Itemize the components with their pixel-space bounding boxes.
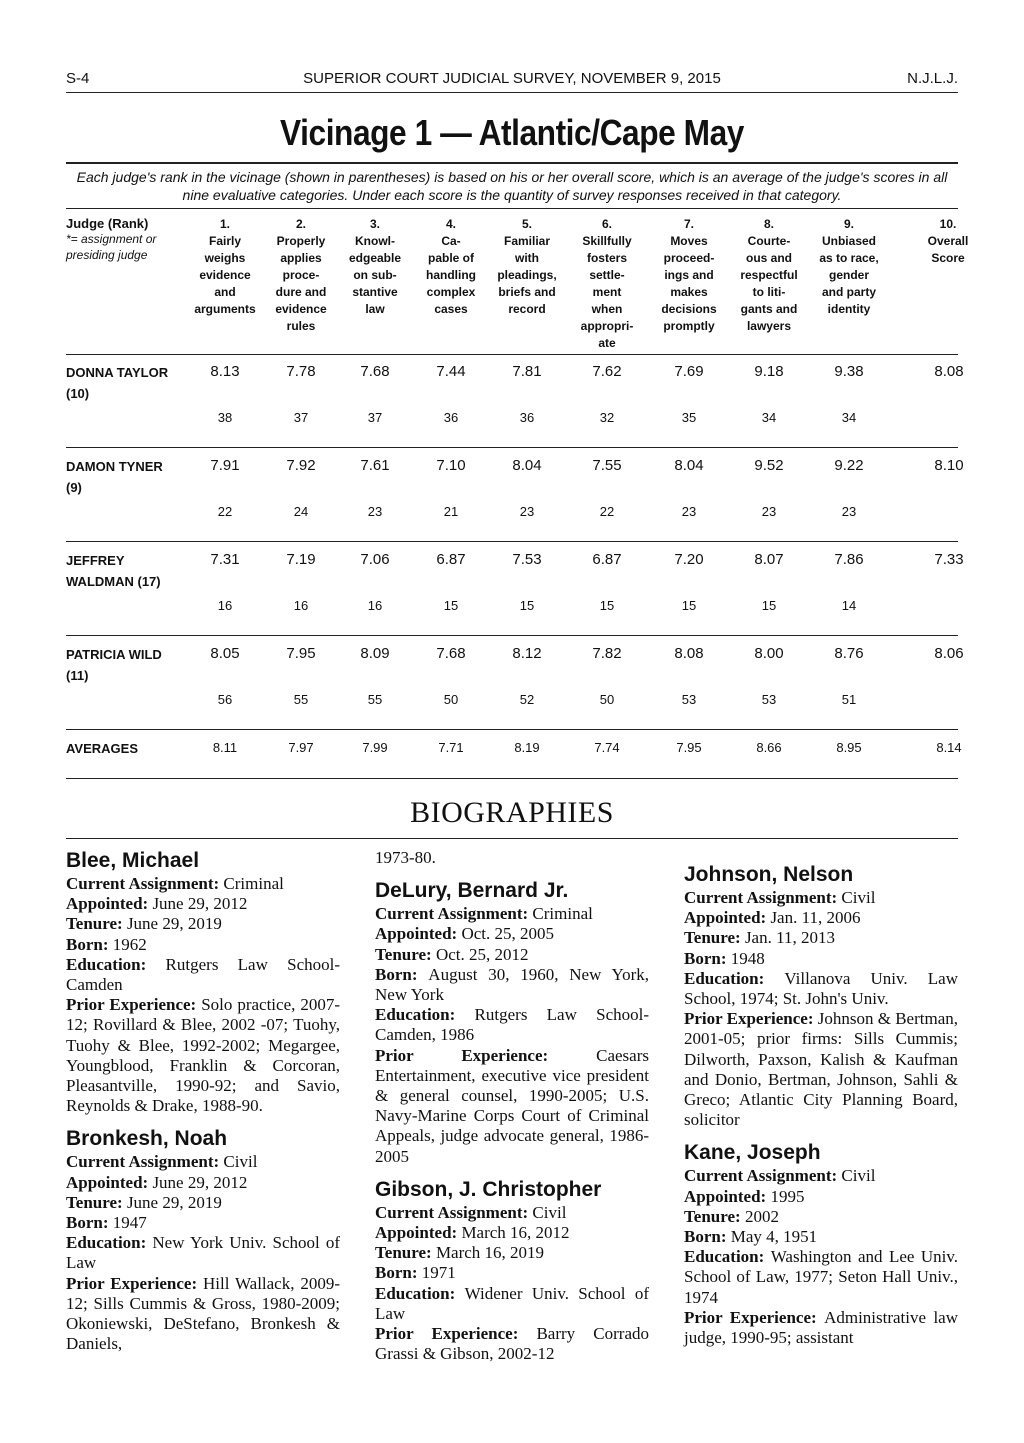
bio-born (375, 1263, 649, 1283)
score-cell: 7.81 (512, 363, 542, 380)
row-rule (66, 635, 958, 636)
bio-prior-experience (66, 995, 340, 1116)
average-cell: 8.11 (212, 740, 238, 755)
count-cell: 22 (217, 504, 233, 519)
score-cell: 7.33 (934, 551, 964, 568)
bio-assignment-value: Criminal (223, 874, 284, 893)
bio-assignment-value: Criminal (532, 904, 593, 924)
count-cell: 16 (367, 598, 383, 613)
bio-tenure (684, 928, 958, 948)
judge-name: JEFFREY WALDMAN (17) (66, 553, 161, 589)
score-cell: 7.44 (436, 363, 466, 380)
bio-tenure-label: Tenure: (375, 944, 436, 964)
score-cell: 9.52 (754, 457, 784, 474)
bio-prior-experience-label: Prior Experience: (684, 1307, 825, 1327)
score-cell: 7.19 (286, 551, 316, 568)
column-header-5 (488, 216, 566, 318)
bio-tenure-value: March 16, 2019 (435, 1243, 545, 1263)
bio-born (66, 1213, 340, 1233)
column-number: 2. (295, 217, 306, 231)
count-cell: 36 (443, 410, 459, 425)
average-cell: 8.19 (514, 740, 540, 755)
average-cell: 8.95 (836, 740, 862, 755)
intro-divider (66, 208, 958, 209)
bio-tenure-value: Oct. 25, 2012 (435, 944, 529, 964)
bio-education (684, 969, 958, 1009)
column-number: 5. (521, 217, 532, 231)
count-cell: 56 (217, 692, 233, 707)
bio-appointed-label: Appointed: (66, 1172, 153, 1192)
judge-name: PATRICIA WILD (11) (66, 647, 162, 683)
score-cell: 7.86 (834, 551, 864, 568)
score-cell: 7.55 (592, 457, 622, 474)
title-divider (66, 162, 958, 164)
bio-born-value: 1962 (112, 934, 147, 954)
bio-prior-experience (684, 1009, 958, 1130)
column-header-2 (262, 216, 340, 335)
count-cell: 53 (681, 692, 697, 707)
column-label: Moves proceed- ings and makes decisions promptly (661, 234, 717, 333)
score-cell: 8.04 (512, 457, 542, 474)
average-cell: 7.71 (438, 740, 464, 755)
bio-assignment-label: Current Assignment: (684, 1166, 842, 1186)
score-cell: 6.87 (436, 551, 466, 568)
count-cell: 36 (519, 410, 535, 425)
column-number: 6. (601, 217, 612, 231)
count-cell: 37 (293, 410, 309, 425)
bio-name: Blee, Michael (66, 849, 200, 872)
bio-born (684, 949, 958, 969)
score-cell: 8.12 (512, 645, 542, 662)
count-cell: 23 (519, 504, 535, 519)
score-cell: 7.06 (360, 551, 390, 568)
score-cell: 8.08 (674, 645, 704, 662)
count-cell: 34 (841, 410, 857, 425)
bio-education-value: Villanova Univ. Law School, 1974; St. John's Univ. (684, 968, 958, 1009)
bio-education-value: Washington and Lee Univ. School of Law, 1977; Seton Hall Univ., 1974 (684, 1247, 958, 1307)
bio-education-value: Rutgers Law School-Camden, 1986 (375, 1005, 650, 1045)
bio-education-label: Education: (684, 1247, 771, 1267)
count-cell: 15 (681, 598, 697, 613)
bio-education-label: Education: (684, 968, 785, 988)
bio-appointed-label: Appointed: (375, 1223, 462, 1243)
column-number: 4. (445, 217, 456, 231)
bio-name: Bronkesh, Noah (66, 1127, 228, 1151)
score-cell: 7.69 (674, 363, 704, 380)
bio-appointed-label: Appointed: (66, 894, 153, 914)
bio-tenure-label: Tenure: (66, 1192, 127, 1212)
bio-born-value: August 30, 1960, New York, New York (375, 964, 650, 1005)
score-cell: 8.76 (834, 645, 864, 662)
score-cell: 7.53 (512, 551, 542, 568)
bio-prior-experience-value: Caesars Entertainment, executive vice president & general counsel, 1990-2005; U.S. Navy-Marine Corps Court of Criminal Appeals, judge advocate general, 1986-2005 (375, 1045, 649, 1166)
score-cell: 7.61 (360, 457, 390, 474)
bio-education (375, 1284, 649, 1324)
journal-name: N.J.L.J. (907, 70, 958, 87)
count-cell: 15 (519, 598, 535, 613)
column-header-7 (650, 216, 728, 335)
column-label: Courte- ous and respectful to liti- gants and lawyers (740, 234, 798, 333)
bio-education-value: Rutgers Law School-Camden (66, 954, 341, 995)
judge-header-note: *= assignment or presiding judge (66, 232, 157, 262)
count-cell: 50 (443, 692, 459, 707)
bio-prior-experience (66, 1274, 340, 1355)
count-cell: 38 (217, 410, 233, 425)
bio-education (66, 1233, 340, 1273)
average-cell: 7.97 (288, 740, 314, 755)
score-cell: 8.09 (360, 645, 390, 662)
bio-appointed-value: 1995 (770, 1186, 805, 1206)
running-header (66, 70, 958, 93)
bio-born (684, 1227, 958, 1247)
column-label: Unbiased as to race, gender and party identity (819, 234, 879, 316)
column-number: 10. (939, 217, 957, 231)
column-label: Familiar with pleadings, briefs and record (497, 234, 557, 316)
score-cell: 8.08 (934, 363, 964, 380)
bio-continuation: 1973-80. (375, 848, 436, 867)
bio-assignment-value: Civil (841, 888, 876, 907)
bio-tenure-label: Tenure: (684, 1206, 745, 1226)
bio-appointed-label: Appointed: (375, 924, 462, 944)
score-cell: 8.10 (934, 457, 964, 474)
bio-born-value: May 4, 1951 (730, 1227, 818, 1247)
bio-column-3 (684, 862, 958, 1348)
column-header-1 (186, 216, 264, 318)
column-header-3 (336, 216, 414, 318)
column-label: Properly applies proce- dure and evidence rules (275, 234, 327, 333)
count-cell: 15 (443, 598, 459, 613)
bio-appointed (684, 908, 958, 928)
bio-born (375, 965, 649, 1005)
count-cell: 55 (293, 692, 309, 707)
bio-tenure-value: Jan. 11, 2013 (744, 928, 835, 948)
count-cell: 32 (599, 410, 615, 425)
bio-tenure-label: Tenure: (375, 1243, 436, 1263)
bio-born-label: Born: (375, 1263, 422, 1283)
bio-education (684, 1247, 958, 1308)
biographies-divider (66, 838, 958, 839)
publication-title: SUPERIOR COURT JUDICIAL SURVEY, NOVEMBER 9, 2015 (303, 70, 721, 87)
bio-assignment (684, 888, 958, 908)
count-cell: 23 (367, 504, 383, 519)
column-number: 8. (763, 217, 774, 231)
bio-assignment (66, 874, 340, 894)
bio-prior-experience (684, 1308, 958, 1348)
bio-appointed-value: June 29, 2012 (152, 1172, 248, 1192)
bio-prior-experience (375, 1046, 649, 1167)
bio-education-label: Education: (375, 1005, 475, 1025)
bio-prior-experience-value: Barry Corrado Grassi & Gibson, 2002-12 (375, 1324, 649, 1364)
count-cell: 55 (367, 692, 383, 707)
bio-prior-experience-value: Hill Wallack, 2009-12; Sills Cummis & Gross, 1980-2009; Okoniewski, DeStefano, Bronkesh & Daniels, (66, 1273, 340, 1354)
score-cell: 6.87 (592, 551, 622, 568)
score-cell: 7.82 (592, 645, 622, 662)
bio-born-value: 1947 (112, 1213, 147, 1233)
column-header-8 (730, 216, 808, 335)
bio-appointed (66, 1173, 340, 1193)
judge-name: DONNA TAYLOR (10) (66, 365, 169, 401)
header-rule (66, 354, 958, 355)
bio-appointed (66, 894, 340, 914)
column-number: 3. (369, 217, 380, 231)
bio-assignment-value: Civil (223, 1152, 258, 1172)
column-label: Knowl- edgeable on sub- stantive law (348, 234, 402, 316)
bio-tenure (66, 914, 340, 934)
count-cell: 14 (841, 598, 857, 613)
bio-appointed-value: Jan. 11, 2006 (770, 908, 861, 928)
score-cell: 9.18 (754, 363, 784, 380)
score-cell: 7.68 (436, 645, 466, 662)
bio-prior-experience-value: Solo practice, 2007-12; Rovillard & Blee, 2002 -07; Tuohy, Tuohy & Blee, 1992-2002; Megargee, Youngblood, Franklin & Corcoran, Pleasantville, 1990-92; and Savio, Reynolds & Drake, 1988-90. (66, 995, 340, 1116)
score-cell: 8.05 (210, 645, 240, 662)
table-bottom-rule (66, 778, 958, 779)
bio-prior-experience-label: Prior Experience: (66, 995, 202, 1015)
bio-tenure (684, 1207, 958, 1227)
bio-tenure-value: June 29, 2019 (126, 1192, 222, 1212)
averages-label: AVERAGES (66, 741, 138, 756)
bio-tenure-label: Tenure: (66, 914, 127, 934)
average-cell: 7.74 (594, 740, 620, 755)
score-cell: 9.38 (834, 363, 864, 380)
column-header-9 (810, 216, 888, 318)
count-cell: 15 (761, 598, 777, 613)
column-header-10 (920, 216, 976, 267)
column-number: 9. (843, 217, 854, 231)
score-cell: 7.78 (286, 363, 316, 380)
count-cell: 21 (443, 504, 459, 519)
count-cell: 37 (367, 410, 383, 425)
score-cell: 9.22 (834, 457, 864, 474)
average-cell: 8.66 (756, 740, 782, 755)
bio-name: Gibson, J. Christopher (375, 1177, 602, 1201)
bio-born-label: Born: (684, 1227, 731, 1247)
score-cell: 8.13 (210, 363, 240, 380)
column-label: Overall Score (927, 234, 969, 265)
count-cell: 15 (599, 598, 615, 613)
column-number: 7. (683, 217, 694, 231)
bio-name: Johnson, Nelson (684, 863, 854, 886)
bio-appointed-label: Appointed: (684, 908, 771, 928)
score-cell: 7.10 (436, 457, 466, 474)
bio-column-1 (66, 848, 340, 1354)
score-cell: 7.68 (360, 363, 390, 380)
count-cell: 23 (761, 504, 777, 519)
bio-name: Kane, Joseph (684, 1141, 821, 1165)
row-rule (66, 729, 958, 730)
bio-appointed-value: June 29, 2012 (152, 894, 248, 914)
bio-education (66, 955, 340, 995)
intro-text: Each judge's rank in the vicinage (shown in parentheses) is based on his or her overall score, which is an average of the judge's scores in all nine evaluative categories. Under each score is the quantity of survey responses received in that category. (76, 169, 948, 203)
bio-prior-experience-label: Prior Experience: (375, 1045, 597, 1065)
bio-name: DeLury, Bernard Jr. (375, 879, 569, 903)
biographies-heading: BIOGRAPHIES (410, 796, 614, 829)
bio-tenure (375, 1243, 649, 1263)
score-cell: 7.95 (286, 645, 316, 662)
column-header-4 (412, 216, 490, 318)
bio-appointed-label: Appointed: (684, 1186, 771, 1206)
count-cell: 23 (681, 504, 697, 519)
column-label: Skillfully fosters settle- ment when appropri- ate (580, 234, 634, 350)
count-cell: 50 (599, 692, 615, 707)
bio-prior-experience (375, 1324, 649, 1364)
score-cell: 7.20 (674, 551, 704, 568)
page-number: S-4 (66, 70, 90, 87)
bio-appointed (684, 1187, 958, 1207)
average-cell: 7.95 (676, 740, 702, 755)
bio-assignment (375, 904, 649, 924)
judge-column-header (66, 216, 186, 263)
bio-tenure-label: Tenure: (684, 928, 745, 948)
bio-tenure-value: 2002 (744, 1206, 779, 1226)
bio-assignment-value: Civil (532, 1202, 567, 1222)
average-cell: 7.99 (362, 740, 388, 755)
bio-born-label: Born: (66, 1213, 113, 1233)
bio-assignment (375, 1203, 649, 1223)
bio-prior-experience-label: Prior Experience: (375, 1324, 537, 1344)
bio-education-value: New York Univ. School of Law (66, 1233, 340, 1273)
bio-education-label: Education: (66, 954, 166, 974)
score-cell: 7.91 (210, 457, 240, 474)
bio-assignment (66, 1152, 340, 1172)
bio-education (375, 1005, 649, 1045)
bio-born-value: 1948 (730, 948, 765, 968)
score-cell: 7.92 (286, 457, 316, 474)
bio-born (66, 935, 340, 955)
count-cell: 16 (217, 598, 233, 613)
column-number: 1. (219, 217, 230, 231)
average-cell: 8.14 (936, 740, 962, 755)
bio-born-label: Born: (375, 964, 429, 984)
bio-assignment-label: Current Assignment: (684, 888, 842, 907)
bio-tenure (66, 1193, 340, 1213)
bio-born-label: Born: (66, 934, 113, 954)
bio-assignment (684, 1166, 958, 1186)
bio-born-label: Born: (684, 948, 731, 968)
column-label: Ca- pable of handling complex cases (426, 234, 476, 316)
bio-appointed (375, 1223, 649, 1243)
score-cell: 7.62 (592, 363, 622, 380)
bio-born-value: 1971 (421, 1263, 456, 1283)
judge-name: DAMON TYNER (9) (66, 459, 163, 495)
bio-appointed-value: Oct. 25, 2005 (461, 924, 554, 944)
count-cell: 16 (293, 598, 309, 613)
row-rule (66, 447, 958, 448)
judge-header-label: Judge (Rank) (66, 216, 149, 231)
column-label: Fairly weighs evidence and arguments (194, 234, 256, 316)
count-cell: 22 (599, 504, 615, 519)
bio-assignment-label: Current Assignment: (375, 1202, 533, 1222)
bio-tenure-value: June 29, 2019 (126, 914, 222, 934)
column-header-6 (568, 216, 646, 352)
bio-assignment-label: Current Assignment: (66, 874, 224, 893)
bio-assignment-label: Current Assignment: (375, 904, 533, 924)
page-title: Vicinage 1 — Atlantic/Cape May (280, 112, 744, 153)
bio-education-label: Education: (66, 1233, 153, 1253)
bio-prior-experience-label: Prior Experience: (684, 1009, 818, 1029)
bio-education-value: Widener Univ. School of Law (375, 1283, 650, 1323)
bio-assignment-label: Current Assignment: (66, 1152, 224, 1172)
bio-prior-experience-value: Johnson & Bertman, 2001-05; prior firms: Sills Cummis; Dilworth, Paxson, Kalish & Kaufman and Donio, Bertman, Johnson, Sahli & Greco; Atlantic City Planning Board, solicitor (684, 1009, 959, 1130)
count-cell: 51 (841, 692, 857, 707)
score-cell: 8.06 (934, 645, 964, 662)
score-cell: 8.00 (754, 645, 784, 662)
bio-prior-experience-label: Prior Experience: (66, 1273, 203, 1293)
bio-column-2 (375, 848, 649, 1364)
bio-appointed-value: March 16, 2012 (461, 1223, 570, 1243)
count-cell: 53 (761, 692, 777, 707)
bio-appointed (375, 924, 649, 944)
bio-prior-experience-value: Administrative law judge, 1990-95; assistant (684, 1307, 958, 1348)
count-cell: 52 (519, 692, 535, 707)
bio-education-label: Education: (375, 1283, 465, 1303)
score-cell: 7.31 (210, 551, 240, 568)
row-rule (66, 541, 958, 542)
count-cell: 35 (681, 410, 697, 425)
score-cell: 8.04 (674, 457, 704, 474)
score-cell: 8.07 (754, 551, 784, 568)
bio-assignment-value: Civil (841, 1166, 876, 1186)
count-cell: 34 (761, 410, 777, 425)
count-cell: 23 (841, 504, 857, 519)
bio-tenure (375, 945, 649, 965)
count-cell: 24 (293, 504, 309, 519)
